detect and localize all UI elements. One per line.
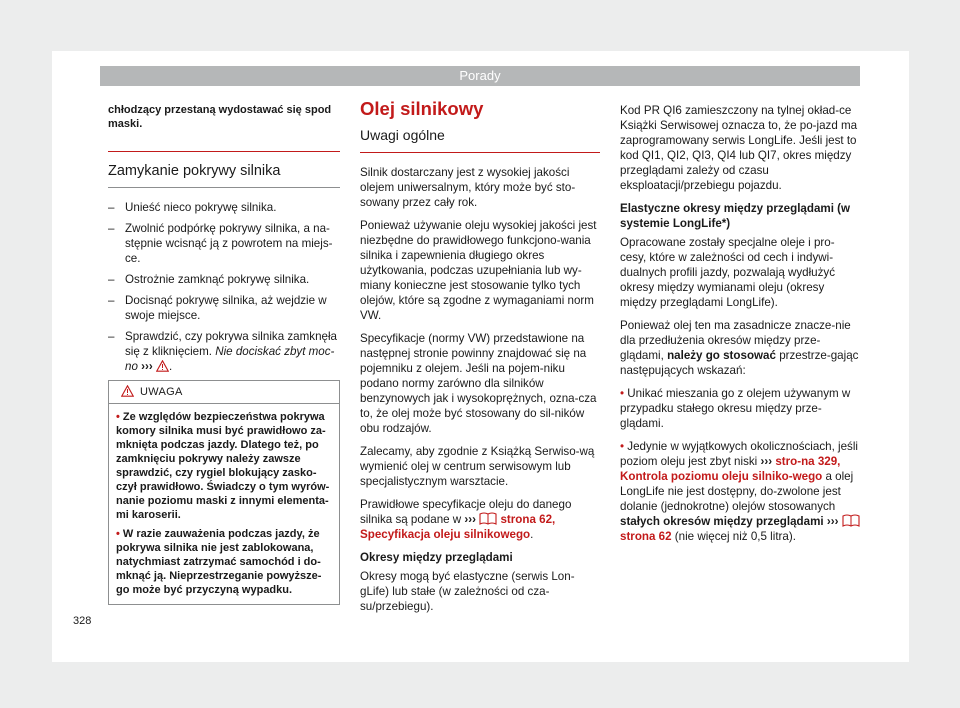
section-rule: [108, 151, 340, 152]
warning-icon[interactable]: [156, 360, 169, 372]
arrows-link[interactable]: ›››: [464, 513, 477, 526]
step5-italic: Nie dociskać zbyt moc-no: [125, 345, 335, 373]
paragraph: Opracowane zostały specjalne oleje i pro-cesy, które w zależności od cech i indywi-dualnych profili jazdy, pozwalają wydłużyć okresy między wymianami oleju (okresy między przeglądami LongLife).: [620, 236, 836, 309]
paragraph: Zalecamy, aby zgodnie z Książką Serwiso-wą wymienić olej w centrum serwisowym lub specjalistycznym warsztacie.: [360, 445, 595, 488]
warning-body: [109, 404, 339, 604]
warning-icon: [121, 385, 134, 397]
bullet-item: • Jedynie w wyjątkowych okolicznościach, jeśli poziom oleju jest zbyt niski ››› stro-na 329, Kontrola poziomu oleju silniko-wego a olej LongLife nie jest dostępny, do-zwolone jest dolanie (jednokrotne) olejów stosowanych stałych okresów między przeglądami ››› strona 62 (nie więcej niż 0,5 litra).: [620, 440, 858, 543]
paragraph: Silnik dostarczany jest z wysokiej jakości olejem uniwersalnym, który może być sto-sowany przez cały rok.: [360, 166, 576, 209]
column-3: [620, 103, 860, 552]
bullet-dot: •: [620, 387, 625, 400]
book-icon[interactable]: [842, 514, 860, 527]
paragraph: Okresy mogą być elastyczne (serwis Lon-gLife) lub stałe (w zależności od cza-su/przebiegu).: [360, 570, 575, 613]
warning-title: UWAGA: [140, 386, 183, 398]
paragraph-heading: Elastyczne okresy między przeglądami (w systemie LongLife*): [620, 202, 851, 230]
warning-item: • Ze względów bezpieczeństwa pokrywa komory silnika musi być prawidłowo za-mknięta podczas jazdy. Dlatego też, po zamknięciu pokrywy należy zawsze sprawdzić, czy rygiel blokujący zasko-czył prawidłowo. Świadczy o tym wyrów-nanie poziomu maski z innymi elementa-mi karoserii.: [116, 411, 330, 521]
paragraph: Prawidłowe specyfikacje oleju do danego silnika są podane w ››› strona 62, Specyfikacja oleju silnikowego.: [360, 498, 572, 541]
arrows-link[interactable]: ›››: [141, 360, 153, 373]
column-2: [360, 98, 600, 622]
page-reference-link[interactable]: strona 62, Specyfikacja oleju silnikowego: [360, 513, 556, 541]
page-reference-link[interactable]: stro-na 329, Kontrola poziomu oleju silniko-wego: [620, 455, 841, 483]
bullet-dot: •: [620, 440, 625, 453]
warning-box: [108, 380, 340, 605]
page-reference-link[interactable]: strona 62: [620, 530, 672, 543]
arrows-link[interactable]: ›››: [760, 455, 773, 468]
arrows-link[interactable]: ›››: [826, 515, 839, 528]
section-rule-bottom: [108, 187, 340, 188]
paragraph: Specyfikacje (normy VW) przedstawione na następnej stronie powinny znajdować się na pojemniku z olejem. Jeśli na pojem-niku podano normy zarówno dla silników benzynowych jak i wysokoprężnych, ozna-cza to, że olej może być stosowany do sil-ników obu rodzajów.: [360, 332, 597, 435]
section-heading: Olej silnikowy: [360, 98, 484, 119]
list-item: – Sprawdzić, czy pokrywa silnika zamknęła się z kliknięciem. Nie dociskać zbyt moc-no ››› .: [108, 330, 337, 373]
page-number: 328: [73, 615, 92, 627]
paragraph: Ponieważ olej ten ma zasadnicze znacze-nie dla przedłużenia okresów między prze-glądami, należy go stosować przestrze-gając następujących wskazań:: [620, 319, 859, 377]
list-item: – Docisnąć pokrywę silnika, aż wejdzie w swoje miejsce.: [108, 294, 327, 322]
paragraph: Ponieważ używanie oleju wysokiej jakości jest niezbędne do prawidłowego funkcjono-wania silnika i zapewnienia długiego okres użytkowania, podczas uzupełniania lub wy-miany konieczne jest stosowanie tylko tych olejów, które są zgodne z wymaganiami norm VW.: [360, 219, 597, 322]
bullet-item: • Unikać mieszania go z olejem używanym w przypadku stałego okresu między prze-glądami.: [620, 387, 851, 430]
section-rule: [360, 152, 600, 153]
intro-text: chłodzący przestaną wydostawać się spod maski.: [108, 104, 332, 130]
subsection-heading: Uwagi ogólne: [360, 127, 445, 143]
page-header: Porady: [100, 66, 860, 86]
steps-list: [108, 200, 340, 374]
paragraph-heading: Okresy między przeglądami: [360, 551, 513, 564]
section-title: Zamykanie pokrywy silnika: [108, 163, 281, 179]
list-item: – Unieść nieco pokrywę silnika.: [108, 201, 277, 214]
column-1: [108, 103, 340, 605]
book-icon[interactable]: [479, 512, 497, 525]
warning-header: [109, 381, 339, 404]
list-item: – Ostrożnie zamknąć pokrywę silnika.: [108, 273, 310, 286]
list-item: – Zwolnić podpórkę pokrywy silnika, a na-stępnie wcisnąć ją z powrotem na miejs-ce.: [108, 222, 333, 265]
warning-item: • W razie zauważenia podczas jazdy, że pokrywa silnika nie jest zablokowana, natychmiast zatrzymać samochód i do-mknąć ją. Nieprzestrzeganie powyższe-go może być przyczyną wypadku.: [116, 528, 322, 596]
paragraph: Kod PR QI6 zamieszczony na tylnej okład-ce Książki Serwisowej oznacza to, że po-jazd ma zaprogramowany serwis LongLife. Jeśli jest to kod QI1, QI2, QI3, QI4 lub QI7, okres między przeglądami zależy od czasu eksploatacji/przebiegu pojazdu.: [620, 104, 858, 192]
